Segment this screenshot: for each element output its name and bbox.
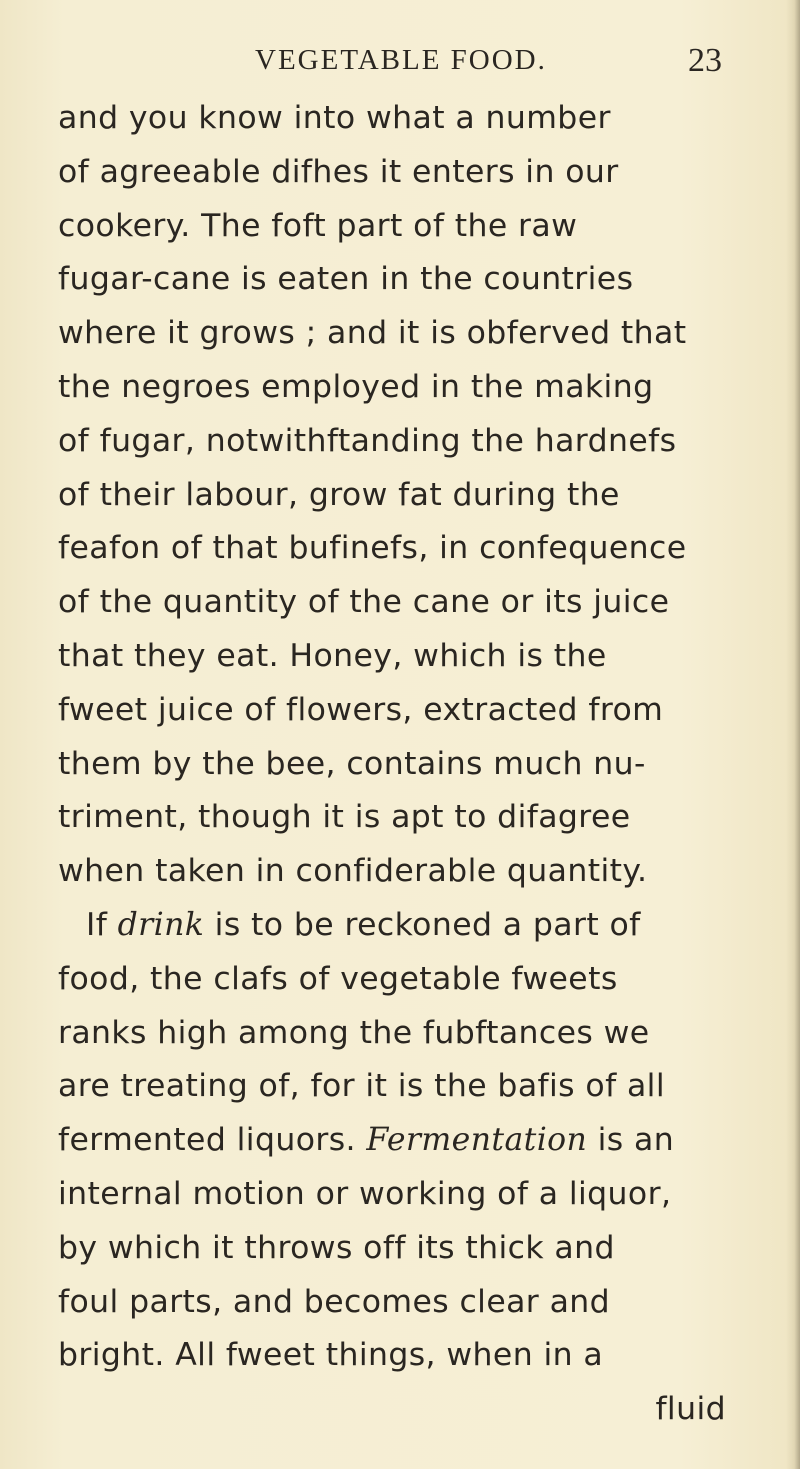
text-fragment: If [86, 906, 118, 943]
text-line: when taken in confiderable quantity. [58, 853, 648, 890]
page-header [255, 40, 770, 90]
text-line: triment, though it is apt to difagree [58, 799, 631, 836]
text-line: of the quantity of the cane or its juice [58, 584, 670, 621]
text-line: feafon of that bufinefs, in confequence [58, 530, 687, 567]
body-text [58, 92, 728, 1437]
text-line-with-italic [58, 1114, 728, 1168]
text-fragment: fermented liquors. [58, 1122, 367, 1159]
text-line: foul parts, and becomes clear and [58, 1283, 611, 1320]
text-line: of their labour, grow fat during the [58, 476, 620, 513]
text-line: food, the clafs of vegetable fweets [58, 960, 618, 997]
italic-term-fermentation: Fermentation [366, 1122, 588, 1159]
text-fragment: is an [587, 1122, 675, 1159]
text-line: of fugar, notwithftanding the hardnefs [58, 422, 677, 459]
italic-term-drink: drink [117, 906, 205, 943]
text-line: internal motion or working of a liquor, [58, 1175, 672, 1212]
text-line: them by the bee, contains much nu- [58, 745, 646, 782]
text-line: of agreeable difhes it enters in our [58, 153, 619, 190]
text-line: that they eat. Honey, which is the [58, 637, 607, 674]
text-line: ranks high among the fubftances we [58, 1014, 650, 1051]
text-line: are treating of, for it is the bafis of all [58, 1068, 665, 1105]
text-line: where it grows ; and it is obferved that [58, 315, 687, 352]
paragraph-start-line [58, 899, 728, 953]
text-line: fweet juice of flowers, extracted from [58, 691, 664, 728]
page-edge-shadow [786, 0, 800, 1469]
text-fragment: is to be reckoned a part of [204, 906, 641, 943]
text-line: and you know into what a number [58, 100, 611, 136]
running-title: VEGETABLE FOOD. [255, 44, 547, 76]
text-line: bright. All fweet things, when in a [58, 1337, 604, 1374]
catchword: fluid [655, 1391, 726, 1428]
text-line: fugar-cane is eaten in the countries [58, 261, 634, 298]
text-line: the negroes employed in the making [58, 368, 654, 405]
page-number: 23 [688, 42, 722, 79]
text-line: by which it throws off its thick and [58, 1229, 615, 1266]
text-line: cookery. The foft part of the raw [58, 207, 578, 244]
